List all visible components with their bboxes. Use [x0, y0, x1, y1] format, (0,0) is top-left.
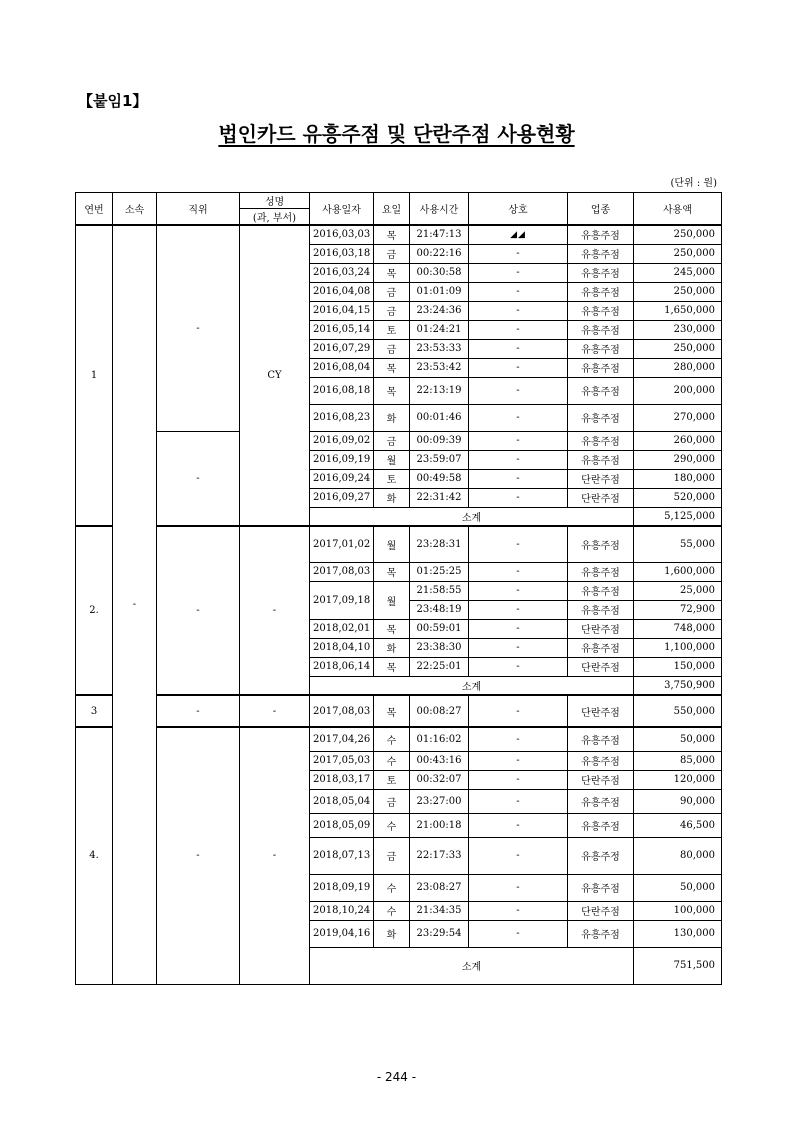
business-cell: 유흥주점 [568, 920, 634, 947]
header-name: 성명 [240, 193, 310, 209]
business-cell: 유흥주점 [568, 727, 634, 751]
amount-cell: 1,100,000 [634, 638, 722, 657]
day-cell: 수 [374, 813, 410, 837]
business-cell: 단란주점 [568, 619, 634, 638]
subtotal-amount: 5,125,000 [634, 507, 722, 526]
name-cell: - [240, 695, 310, 727]
business-cell: 유흥주점 [568, 358, 634, 377]
day-cell: 화 [374, 488, 410, 507]
day-cell: 토 [374, 770, 410, 789]
date-cell: 2018,07,13 [310, 837, 374, 874]
day-cell: 토 [374, 469, 410, 488]
table-row [76, 727, 722, 751]
date-cell: 2016,03,24 [310, 263, 374, 282]
date-cell: 2018,06,14 [310, 657, 374, 676]
date-cell: 2016,03,18 [310, 244, 374, 263]
business-cell: 유흥주점 [568, 225, 634, 244]
merchant-cell: - [469, 404, 568, 431]
business-cell: 유흥주점 [568, 600, 634, 619]
time-cell: 23:27:00 [410, 789, 469, 813]
merchant-cell: - [469, 282, 568, 301]
business-cell: 유흥주점 [568, 813, 634, 837]
business-cell: 유흥주점 [568, 526, 634, 562]
time-cell: 21:34:35 [410, 901, 469, 920]
day-cell: 월 [374, 526, 410, 562]
date-cell: 2017,09,18 [310, 581, 374, 619]
header-position: 직위 [157, 193, 240, 226]
day-cell: 목 [374, 695, 410, 727]
header-business: 업종 [568, 193, 634, 226]
business-cell: 유흥주점 [568, 638, 634, 657]
day-cell: 목 [374, 225, 410, 244]
amount-cell: 230,000 [634, 320, 722, 339]
merchant-cell: - [469, 638, 568, 657]
time-cell: 23:59:07 [410, 450, 469, 469]
name-cell: - [240, 526, 310, 695]
time-cell: 00:01:46 [410, 404, 469, 431]
date-cell: 2018,05,09 [310, 813, 374, 837]
amount-cell: 80,000 [634, 837, 722, 874]
date-cell: 2017,05,03 [310, 751, 374, 770]
name-cell: - [240, 727, 310, 984]
merchant-cell: - [469, 751, 568, 770]
date-cell: 2016,09,24 [310, 469, 374, 488]
merchant-cell: - [469, 920, 568, 947]
amount-cell: 50,000 [634, 727, 722, 751]
day-cell: 수 [374, 727, 410, 751]
document-title: 법인카드 유흥주점 및 단란주점 사용현황 [218, 122, 575, 146]
date-cell: 2016,09,27 [310, 488, 374, 507]
date-cell: 2018,05,04 [310, 789, 374, 813]
date-cell: 2016,08,23 [310, 404, 374, 431]
day-cell: 금 [374, 244, 410, 263]
time-cell: 01:24:21 [410, 320, 469, 339]
date-cell: 2017,08,03 [310, 695, 374, 727]
row-number: 1 [76, 225, 113, 526]
business-cell: 유흥주점 [568, 263, 634, 282]
merchant-cell: - [469, 358, 568, 377]
time-cell: 00:09:39 [410, 431, 469, 450]
position-cell: - [157, 695, 240, 727]
merchant-cell: - [469, 600, 568, 619]
day-cell: 목 [374, 619, 410, 638]
affiliation-cell: - [113, 225, 157, 984]
day-cell: 수 [374, 751, 410, 770]
time-cell: 23:48:19 [410, 600, 469, 619]
table-row [76, 431, 722, 450]
time-cell: 23:08:27 [410, 874, 469, 901]
subtotal-label: 소계 [310, 507, 634, 526]
time-cell: 21:58:55 [410, 581, 469, 600]
business-cell: 유흥주점 [568, 377, 634, 404]
time-cell: 00:22:16 [410, 244, 469, 263]
date-cell: 2016,09,19 [310, 450, 374, 469]
date-cell: 2018,10,24 [310, 901, 374, 920]
business-cell: 유흥주점 [568, 874, 634, 901]
table-row [76, 225, 722, 244]
time-cell: 21:47:13 [410, 225, 469, 244]
amount-cell: 72,900 [634, 600, 722, 619]
amount-cell: 25,000 [634, 581, 722, 600]
date-cell: 2016,04,15 [310, 301, 374, 320]
merchant-icon: ◢◢ [469, 225, 568, 244]
date-cell: 2017,01,02 [310, 526, 374, 562]
merchant-cell: - [469, 469, 568, 488]
date-cell: 2016,05,14 [310, 320, 374, 339]
day-cell: 월 [374, 581, 410, 619]
time-cell: 23:24:36 [410, 301, 469, 320]
amount-cell: 250,000 [634, 339, 722, 358]
day-cell: 토 [374, 320, 410, 339]
amount-cell: 260,000 [634, 431, 722, 450]
day-cell: 금 [374, 789, 410, 813]
subtotal-amount: 751,500 [634, 947, 722, 984]
header-time: 사용시간 [410, 193, 469, 226]
table-row [76, 526, 722, 562]
amount-cell: 180,000 [634, 469, 722, 488]
date-cell: 2018,04,10 [310, 638, 374, 657]
attachment-label: 【붙임1】 [78, 92, 148, 110]
date-cell: 2017,08,03 [310, 562, 374, 581]
date-cell: 2019,04,16 [310, 920, 374, 947]
business-cell: 유흥주점 [568, 431, 634, 450]
time-cell: 22:17:33 [410, 837, 469, 874]
business-cell: 유흥주점 [568, 789, 634, 813]
day-cell: 목 [374, 263, 410, 282]
business-cell: 유흥주점 [568, 562, 634, 581]
merchant-cell: - [469, 320, 568, 339]
table-body [76, 225, 722, 984]
time-cell: 01:01:09 [410, 282, 469, 301]
time-cell: 22:13:19 [410, 377, 469, 404]
time-cell: 23:29:54 [410, 920, 469, 947]
amount-cell: 90,000 [634, 789, 722, 813]
merchant-cell: - [469, 562, 568, 581]
merchant-cell: - [469, 263, 568, 282]
date-cell: 2016,08,04 [310, 358, 374, 377]
merchant-cell: - [469, 450, 568, 469]
amount-cell: 250,000 [634, 225, 722, 244]
merchant-cell: - [469, 431, 568, 450]
business-cell: 유흥주점 [568, 404, 634, 431]
header-no: 연번 [76, 193, 113, 226]
business-cell: 단란주점 [568, 488, 634, 507]
merchant-cell: - [469, 301, 568, 320]
business-cell: 단란주점 [568, 695, 634, 727]
amount-cell: 1,650,000 [634, 301, 722, 320]
header-row [76, 193, 722, 209]
time-cell: 23:28:31 [410, 526, 469, 562]
merchant-cell: - [469, 244, 568, 263]
business-cell: 유흥주정 [568, 837, 634, 874]
amount-cell: 130,000 [634, 920, 722, 947]
day-cell: 금 [374, 431, 410, 450]
amount-cell: 748,000 [634, 619, 722, 638]
day-cell: 목 [374, 657, 410, 676]
date-cell: 2016,09,02 [310, 431, 374, 450]
time-cell: 01:25:25 [410, 562, 469, 581]
amount-cell: 280,000 [634, 358, 722, 377]
business-cell: 단란주점 [568, 657, 634, 676]
amount-cell: 46,500 [634, 813, 722, 837]
day-cell: 금 [374, 837, 410, 874]
business-cell: 유흥주점 [568, 301, 634, 320]
business-cell: 유흥주점 [568, 282, 634, 301]
amount-cell: 250,000 [634, 282, 722, 301]
day-cell: 화 [374, 920, 410, 947]
time-cell: 00:49:58 [410, 469, 469, 488]
merchant-cell: - [469, 619, 568, 638]
header-day: 요일 [374, 193, 410, 226]
amount-cell: 1,600,000 [634, 562, 722, 581]
merchant-cell: - [469, 874, 568, 901]
time-cell: 00:08:27 [410, 695, 469, 727]
time-cell: 23:38:30 [410, 638, 469, 657]
position-cell: - [157, 526, 240, 695]
amount-cell: 120,000 [634, 770, 722, 789]
day-cell: 화 [374, 638, 410, 657]
row-number: 2. [76, 526, 113, 695]
day-cell: 금 [374, 301, 410, 320]
page-number: - 244 - [376, 1070, 417, 1084]
amount-cell: 55,000 [634, 526, 722, 562]
merchant-cell: - [469, 695, 568, 727]
business-cell: 단란주점 [568, 469, 634, 488]
merchant-cell: - [469, 526, 568, 562]
amount-cell: 100,000 [634, 901, 722, 920]
day-cell: 목 [374, 358, 410, 377]
unit-note: (단위 : 원) [670, 178, 717, 189]
business-cell: 유흥주점 [568, 450, 634, 469]
merchant-cell: - [469, 901, 568, 920]
date-cell: 2016,04,08 [310, 282, 374, 301]
time-cell: 00:30:58 [410, 263, 469, 282]
merchant-cell: - [469, 339, 568, 358]
time-cell: 00:59:01 [410, 619, 469, 638]
time-cell: 21:00:18 [410, 813, 469, 837]
day-cell: 금 [374, 282, 410, 301]
merchant-cell: - [469, 727, 568, 751]
position-cell: - [157, 225, 240, 431]
business-cell: 단란주점 [568, 770, 634, 789]
time-cell: 00:32:07 [410, 770, 469, 789]
time-cell: 23:53:33 [410, 339, 469, 358]
amount-cell: 250,000 [634, 244, 722, 263]
name-cell: CY [240, 225, 310, 526]
day-cell: 화 [374, 404, 410, 431]
card-usage-table [75, 192, 722, 985]
subtotal-label: 소계 [310, 676, 634, 695]
date-cell: 2017,04,26 [310, 727, 374, 751]
day-cell: 목 [374, 562, 410, 581]
date-cell: 2016,07,29 [310, 339, 374, 358]
header-affiliation: 소속 [113, 193, 157, 226]
header-merchant: 상호 [469, 193, 568, 226]
subtotal-amount: 3,750,900 [634, 676, 722, 695]
amount-cell: 520,000 [634, 488, 722, 507]
table-row [76, 695, 722, 727]
amount-cell: 270,000 [634, 404, 722, 431]
merchant-cell: - [469, 789, 568, 813]
merchant-cell: - [469, 837, 568, 874]
business-cell: 유흥주점 [568, 751, 634, 770]
row-number: 4. [76, 727, 113, 984]
date-cell: 2018,03,17 [310, 770, 374, 789]
row-number: 3 [76, 695, 113, 727]
time-cell: 23:53:42 [410, 358, 469, 377]
day-cell: 금 [374, 339, 410, 358]
business-cell: 단란주점 [568, 901, 634, 920]
header-name-sub: (과, 부서) [240, 209, 310, 226]
amount-cell: 245,000 [634, 263, 722, 282]
date-cell: 2018,02,01 [310, 619, 374, 638]
time-cell: 01:16:02 [410, 727, 469, 751]
merchant-cell: - [469, 488, 568, 507]
header-date: 사용일자 [310, 193, 374, 226]
subtotal-label: 소계 [310, 947, 634, 984]
merchant-cell: - [469, 770, 568, 789]
business-cell: 유흥주점 [568, 581, 634, 600]
position-cell: - [157, 727, 240, 984]
date-cell: 2016,08,18 [310, 377, 374, 404]
day-cell: 수 [374, 874, 410, 901]
amount-cell: 150,000 [634, 657, 722, 676]
header-amount: 사용액 [634, 193, 722, 226]
date-cell: 2018,09,19 [310, 874, 374, 901]
business-cell: 유흥주점 [568, 320, 634, 339]
business-cell: 유흥주점 [568, 339, 634, 358]
time-cell: 22:31:42 [410, 488, 469, 507]
merchant-cell: - [469, 813, 568, 837]
merchant-cell: - [469, 377, 568, 404]
day-cell: 수 [374, 901, 410, 920]
amount-cell: 550,000 [634, 695, 722, 727]
time-cell: 00:43:16 [410, 751, 469, 770]
amount-cell: 200,000 [634, 377, 722, 404]
amount-cell: 50,000 [634, 874, 722, 901]
date-cell: 2016,03,03 [310, 225, 374, 244]
merchant-cell: - [469, 581, 568, 600]
day-cell: 월 [374, 450, 410, 469]
merchant-cell: - [469, 657, 568, 676]
day-cell: 목 [374, 377, 410, 404]
amount-cell: 85,000 [634, 751, 722, 770]
amount-cell: 290,000 [634, 450, 722, 469]
business-cell: 유흥주점 [568, 244, 634, 263]
position-cell: - [157, 431, 240, 526]
time-cell: 22:25:01 [410, 657, 469, 676]
